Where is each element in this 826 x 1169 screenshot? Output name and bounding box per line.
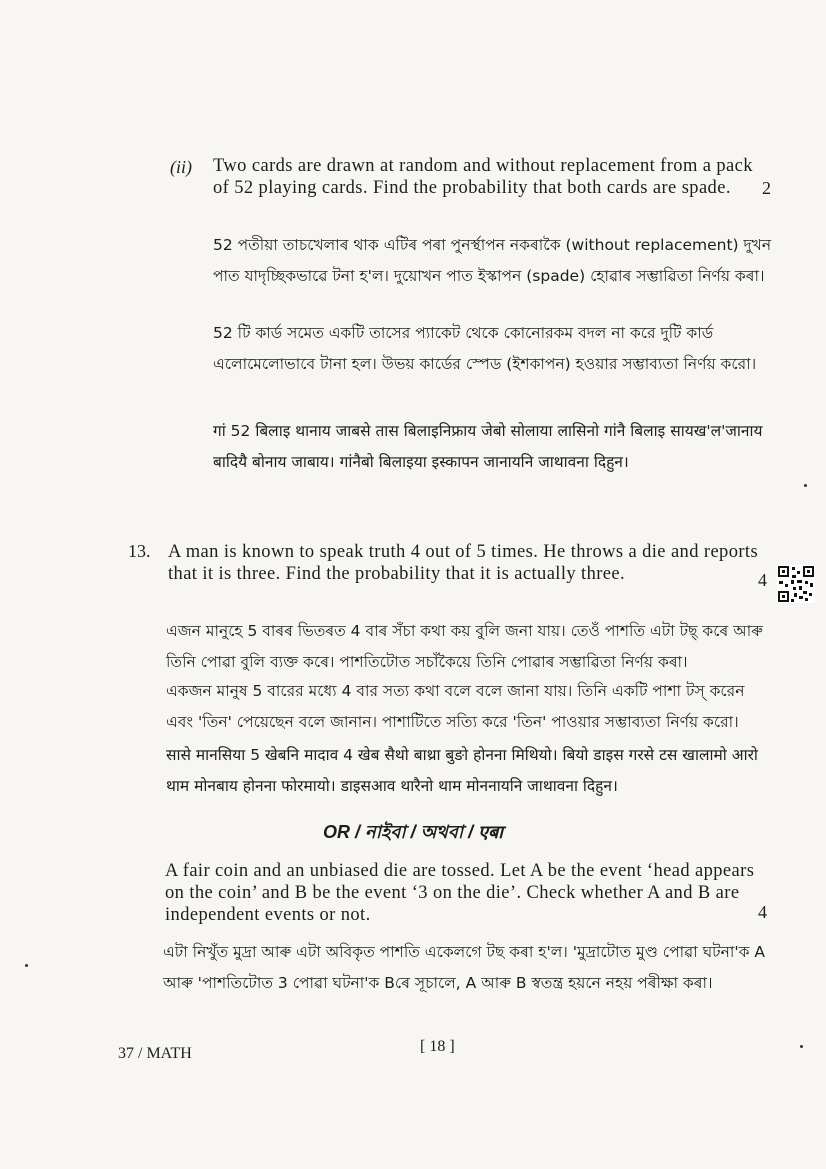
question-text-english: A man is known to speak truth 4 out of 5 times. He throws a die and reports that it is three. Find the probability that it is actually three. (168, 542, 759, 584)
scan-speck (800, 1045, 803, 1048)
alternative-question-english: A fair coin and an unbiased die are tossed. Let A be the event ‘head appears on the coin’ and B be the event ‘3 on the die’. Check whether A and B are independent events or not. (165, 861, 755, 925)
marks: 4 (758, 902, 767, 922)
question-text-bodo: गां 52 बिलाइ थानाय जाबसे तास बिलाइनिफ्राय जेबो सोलाया लासिनो गांनै बिलाइ सायख'ल'जानाय बादियै बोनाय जाबाय। गांनैबो बिलाइया इस्कापन जानायनि जाथावना दिहुन। (213, 422, 763, 471)
scan-speck (25, 964, 28, 967)
qr-code-icon (777, 565, 815, 603)
question-text-bengali: একজন মানুষ 5 বারের মধ্যে 4 বার সত্য কথা বলে বলে জানা যায়। তিনি একটি পাশা টস্ করেন এবং 'তিন' পেয়েছেন বলে জানান। পাশাটিতে সত্যি করে 'তিন' পাওয়ার সম্ভাব্যতা নির্ণয় করো। (166, 682, 745, 731)
marks: 4 (758, 570, 767, 590)
alternative-question-assamese: এটা নিখুঁত মুদ্ৰা আৰু এটা অবিকৃত পাশতি একেলগে টছ কৰা হ'ল। 'মুদ্ৰাটোত মুণ্ড পোৱা ঘটনা'ক A আৰু 'পাশতিটোত 3 পোৱা ঘটনা'ক Bৰে সূচালে, A আৰু B স্বতন্ত্ৰ হয়নে নহয় পৰীক্ষা কৰা। (163, 943, 765, 992)
question-text-english: Two cards are drawn at random and without replacement from a pack of 52 playing cards. Find the probability that both cards are spade. (213, 156, 753, 198)
question-number: 13. (128, 541, 151, 561)
question-text-assamese: এজন মানুহে 5 বাৰৰ ভিতৰত 4 বাৰ সঁচা কথা কয় বুলি জনা যায়। তেওঁ পাশতি এটা টছ্ কৰে আৰু তিনি পোৱা বুলি ব্যক্ত কৰে। পাশতিটোত সচাঁকৈয়ে তিনি পোৱাৰ সম্ভাৱিতা নিৰ্ণয় কৰা। (166, 622, 763, 671)
question-text-bengali: 52 টি কার্ড সমেত একটি তাসের প্যাকেট থেকে কোনোরকম বদল না করে দুটি কার্ড এলোমেলোভাবে টানা হল। উভয় কার্ডের স্পেড (ইশকাপন) হওয়ার সম্ভাব্যতা নির্ণয় করো। (213, 324, 757, 373)
or-separator: OR / নাইবা / অথবা / एबा (323, 822, 503, 842)
scan-speck (804, 484, 807, 487)
paper-code: 37 / MATH (118, 1045, 192, 1062)
sub-question-label: (ii) (170, 157, 192, 177)
marks: 2 (762, 178, 771, 198)
question-text-assamese: 52 পতীয়া তাচখেলাৰ থাক এটিৰ পৰা পুনৰ্স্থাপন নকৰাকৈ (without replacement) দুখন পাত যাদৃচ্ছিকভাৱে টনা হ'ল। দুয়োখন পাত ইস্কাপন (spade) হোৱাৰ সম্ভাৱিতা নিৰ্ণয় কৰা। (213, 236, 772, 285)
question-text-bodo: सासे मानसिया 5 खेबनि मादाव 4 खेब सैथो बाथ्रा बुङो होनना मिथियो। बियो डाइस गरसे टस खालामो आरो थाम मोनबाय होनना फोरमायो। डाइसआव थारैनो थाम मोननायनि जाथावना दिहुन। (166, 746, 758, 795)
page-number: [ 18 ] (420, 1038, 455, 1055)
